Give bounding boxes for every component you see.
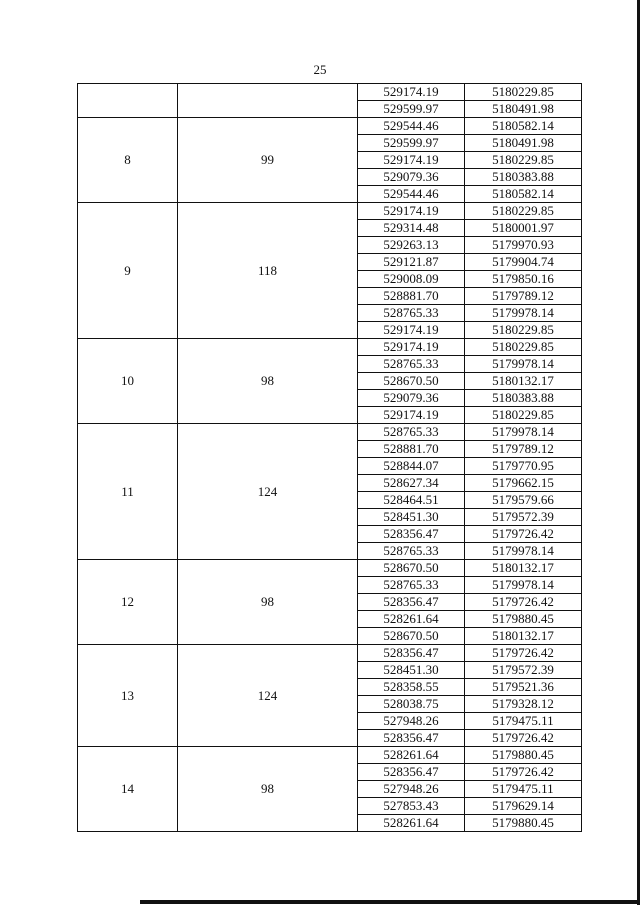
y-coordinate-cell: 5179726.42	[465, 764, 582, 781]
y-coordinate-cell: 5179572.39	[465, 662, 582, 679]
x-coordinate-cell: 528451.30	[358, 509, 465, 526]
coordinates-table	[77, 83, 582, 832]
y-coordinate-cell: 5179726.42	[465, 526, 582, 543]
x-coordinate-cell: 529174.19	[358, 407, 465, 424]
y-coordinate-cell: 5179978.14	[465, 424, 582, 441]
table-row	[78, 424, 582, 441]
y-coordinate-cell: 5179789.12	[465, 441, 582, 458]
area-cell: 98	[178, 747, 358, 832]
y-coordinate-cell: 5179475.11	[465, 713, 582, 730]
x-coordinate-cell: 528765.33	[358, 305, 465, 322]
y-coordinate-cell: 5179850.16	[465, 271, 582, 288]
x-coordinate-cell: 528261.64	[358, 815, 465, 832]
y-coordinate-cell: 5180491.98	[465, 135, 582, 152]
y-coordinate-cell: 5179726.42	[465, 730, 582, 747]
plot-id-cell: 10	[78, 339, 178, 424]
y-coordinate-cell: 5179978.14	[465, 356, 582, 373]
x-coordinate-cell: 529079.36	[358, 169, 465, 186]
x-coordinate-cell: 528765.33	[358, 543, 465, 560]
y-coordinate-cell: 5179770.95	[465, 458, 582, 475]
x-coordinate-cell: 529174.19	[358, 203, 465, 220]
x-coordinate-cell: 529544.46	[358, 186, 465, 203]
x-coordinate-cell: 528038.75	[358, 696, 465, 713]
x-coordinate-cell: 528670.50	[358, 560, 465, 577]
x-coordinate-cell: 527948.26	[358, 781, 465, 798]
table-row	[78, 747, 582, 764]
x-coordinate-cell: 529079.36	[358, 390, 465, 407]
plot-id-cell: 12	[78, 560, 178, 645]
x-coordinate-cell: 529599.97	[358, 101, 465, 118]
y-coordinate-cell: 5179880.45	[465, 611, 582, 628]
table-body	[78, 84, 582, 832]
area-cell: 99	[178, 118, 358, 203]
x-coordinate-cell: 528765.33	[358, 356, 465, 373]
x-coordinate-cell: 528358.55	[358, 679, 465, 696]
plot-id-cell: 9	[78, 203, 178, 339]
plot-id-cell	[78, 84, 178, 118]
x-coordinate-cell: 529121.87	[358, 254, 465, 271]
y-coordinate-cell: 5179629.14	[465, 798, 582, 815]
x-coordinate-cell: 527853.43	[358, 798, 465, 815]
y-coordinate-cell: 5180229.85	[465, 152, 582, 169]
y-coordinate-cell: 5179579.66	[465, 492, 582, 509]
area-cell: 124	[178, 645, 358, 747]
x-coordinate-cell: 528356.47	[358, 730, 465, 747]
area-cell	[178, 84, 358, 118]
area-cell: 98	[178, 560, 358, 645]
y-coordinate-cell: 5179904.74	[465, 254, 582, 271]
area-cell: 124	[178, 424, 358, 560]
table-row	[78, 118, 582, 135]
x-coordinate-cell: 529008.09	[358, 271, 465, 288]
table-row	[78, 84, 582, 101]
x-coordinate-cell: 528670.50	[358, 628, 465, 645]
x-coordinate-cell: 528670.50	[358, 373, 465, 390]
x-coordinate-cell: 529599.97	[358, 135, 465, 152]
x-coordinate-cell: 529174.19	[358, 339, 465, 356]
y-coordinate-cell: 5180229.85	[465, 322, 582, 339]
y-coordinate-cell: 5180491.98	[465, 101, 582, 118]
x-coordinate-cell: 528356.47	[358, 645, 465, 662]
y-coordinate-cell: 5179475.11	[465, 781, 582, 798]
x-coordinate-cell: 528881.70	[358, 441, 465, 458]
table-row	[78, 339, 582, 356]
y-coordinate-cell: 5179880.45	[465, 747, 582, 764]
plot-id-cell: 13	[78, 645, 178, 747]
x-coordinate-cell: 528261.64	[358, 747, 465, 764]
plot-id-cell: 14	[78, 747, 178, 832]
y-coordinate-cell: 5180582.14	[465, 118, 582, 135]
area-cell: 118	[178, 203, 358, 339]
y-coordinate-cell: 5180383.88	[465, 169, 582, 186]
table-row	[78, 203, 582, 220]
x-coordinate-cell: 528844.07	[358, 458, 465, 475]
y-coordinate-cell: 5179978.14	[465, 305, 582, 322]
x-coordinate-cell: 529263.13	[358, 237, 465, 254]
y-coordinate-cell: 5179970.93	[465, 237, 582, 254]
y-coordinate-cell: 5179521.36	[465, 679, 582, 696]
table-row	[78, 645, 582, 662]
y-coordinate-cell: 5179978.14	[465, 577, 582, 594]
x-coordinate-cell: 528765.33	[358, 577, 465, 594]
y-coordinate-cell: 5180229.85	[465, 339, 582, 356]
y-coordinate-cell: 5180132.17	[465, 628, 582, 645]
x-coordinate-cell: 529544.46	[358, 118, 465, 135]
x-coordinate-cell: 528356.47	[358, 594, 465, 611]
plot-id-cell: 11	[78, 424, 178, 560]
y-coordinate-cell: 5180582.14	[465, 186, 582, 203]
y-coordinate-cell: 5180132.17	[465, 373, 582, 390]
y-coordinate-cell: 5179978.14	[465, 543, 582, 560]
y-coordinate-cell: 5179328.12	[465, 696, 582, 713]
x-coordinate-cell: 528765.33	[358, 424, 465, 441]
y-coordinate-cell: 5180229.85	[465, 203, 582, 220]
x-coordinate-cell: 529314.48	[358, 220, 465, 237]
x-coordinate-cell: 528356.47	[358, 764, 465, 781]
scan-edge-bottom	[140, 900, 640, 904]
x-coordinate-cell: 528627.34	[358, 475, 465, 492]
y-coordinate-cell: 5179662.15	[465, 475, 582, 492]
x-coordinate-cell: 528451.30	[358, 662, 465, 679]
x-coordinate-cell: 527948.26	[358, 713, 465, 730]
x-coordinate-cell: 529174.19	[358, 322, 465, 339]
y-coordinate-cell: 5180001.97	[465, 220, 582, 237]
x-coordinate-cell: 528356.47	[358, 526, 465, 543]
x-coordinate-cell: 529174.19	[358, 152, 465, 169]
table-row	[78, 560, 582, 577]
area-cell: 98	[178, 339, 358, 424]
y-coordinate-cell: 5179572.39	[465, 509, 582, 526]
x-coordinate-cell: 529174.19	[358, 84, 465, 101]
y-coordinate-cell: 5180229.85	[465, 84, 582, 101]
x-coordinate-cell: 528881.70	[358, 288, 465, 305]
y-coordinate-cell: 5179726.42	[465, 594, 582, 611]
plot-id-cell: 8	[78, 118, 178, 203]
x-coordinate-cell: 528464.51	[358, 492, 465, 509]
y-coordinate-cell: 5180383.88	[465, 390, 582, 407]
page-number: 25	[313, 62, 327, 77]
x-coordinate-cell: 528261.64	[358, 611, 465, 628]
y-coordinate-cell: 5180132.17	[465, 560, 582, 577]
y-coordinate-cell: 5180229.85	[465, 407, 582, 424]
y-coordinate-cell: 5179789.12	[465, 288, 582, 305]
y-coordinate-cell: 5179880.45	[465, 815, 582, 832]
y-coordinate-cell: 5179726.42	[465, 645, 582, 662]
